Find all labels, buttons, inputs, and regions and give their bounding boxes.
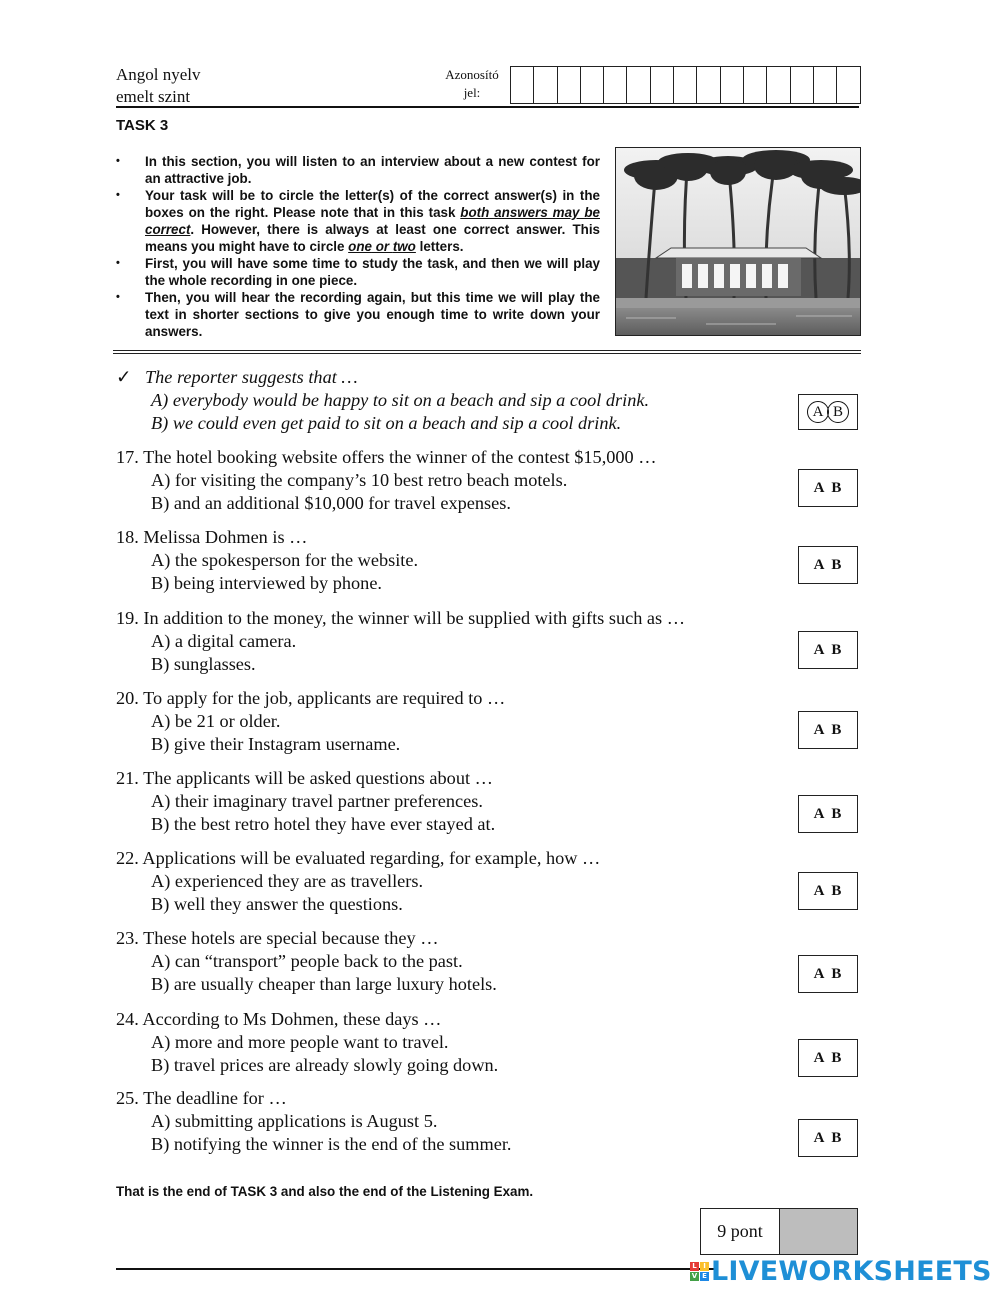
answer-option-a[interactable]: A xyxy=(813,479,826,496)
answer-box-17 xyxy=(798,469,858,507)
id-cell[interactable] xyxy=(767,67,790,103)
question-21 xyxy=(116,767,495,836)
question-18 xyxy=(116,526,418,595)
answer-option-a[interactable]: A xyxy=(813,641,826,658)
question-option-b: B) give their Instagram username. xyxy=(151,734,401,754)
score-label: 9 pont xyxy=(701,1209,780,1254)
question-stem: 19. In addition to the money, the winner will be supplied with gifts such as … xyxy=(116,608,686,628)
id-cell[interactable] xyxy=(721,67,744,103)
question-option-b: B) are usually cheaper than large luxury hotels. xyxy=(151,974,497,994)
id-label-line2: jel: xyxy=(463,85,481,100)
question-option-a: A) be 21 or older. xyxy=(151,711,281,731)
id-label xyxy=(436,66,508,102)
question-stem: 17. The hotel booking website offers the winner of the contest $15,000 … xyxy=(116,447,657,467)
example-option-a: A) everybody would be happy to sit on a beach and sip a cool drink. xyxy=(151,390,650,410)
answer-option-b[interactable]: B xyxy=(831,1129,843,1146)
question-option-b: B) the best retro hotel they have ever stayed at. xyxy=(151,814,496,834)
question-stem: 25. The deadline for … xyxy=(116,1088,287,1108)
instruction-text: . However, there is always at least one correct answer. This means you might have to circle xyxy=(145,222,600,254)
answer-option-b[interactable]: B xyxy=(831,641,843,658)
instruction-item xyxy=(116,153,600,187)
id-cell[interactable] xyxy=(697,67,720,103)
question-option-b: B) well they answer the questions. xyxy=(151,894,403,914)
score-box xyxy=(700,1208,858,1255)
answer-option-b[interactable]: B xyxy=(831,965,843,982)
bullet-icon: • xyxy=(116,257,120,269)
instruction-text: Then, you will hear the recording again, but this time we will play the text in shorter sections to give you enough time to write down your answers. xyxy=(145,290,600,339)
example-question xyxy=(116,366,649,435)
answer-box-18 xyxy=(798,546,858,584)
question-22 xyxy=(116,847,600,916)
answer-option-b[interactable]: B xyxy=(831,1049,843,1066)
answer-option-a[interactable]: A xyxy=(813,1049,826,1066)
question-20 xyxy=(116,687,505,756)
answer-option-a[interactable]: A xyxy=(813,805,826,822)
logo-squares-icon xyxy=(690,1262,709,1281)
id-code-grid[interactable] xyxy=(510,66,861,104)
instruction-item xyxy=(116,187,600,255)
checkmark-icon: ✓ xyxy=(116,367,132,387)
subject-level: emelt szint xyxy=(116,87,191,106)
footer-divider xyxy=(116,1268,716,1270)
instruction-text: letters. xyxy=(415,239,464,254)
id-cell[interactable] xyxy=(837,67,860,103)
question-option-a: A) experienced they are as travellers. xyxy=(151,871,424,891)
end-note: That is the end of TASK 3 and also the end of the Listening Exam. xyxy=(116,1184,534,1199)
logo-square-l: L xyxy=(690,1262,699,1271)
id-cell[interactable] xyxy=(814,67,837,103)
id-label-line1: Azonosító xyxy=(445,67,499,82)
example-option-b: B) we could even get paid to sit on a beach and sip a cool drink. xyxy=(151,413,622,433)
instruction-item xyxy=(116,289,600,340)
question-option-b: B) being interviewed by phone. xyxy=(151,573,382,593)
answer-option-b[interactable]: B xyxy=(831,805,843,822)
answer-option-b[interactable]: B xyxy=(831,882,843,899)
answer-box-25 xyxy=(798,1119,858,1157)
instruction-emphasis: or xyxy=(371,239,393,254)
question-17 xyxy=(116,446,657,515)
header-subject-block xyxy=(116,64,201,108)
question-23 xyxy=(116,927,497,996)
logo-square-e: E xyxy=(700,1272,709,1281)
score-field xyxy=(780,1209,857,1254)
answer-box-24 xyxy=(798,1039,858,1077)
question-option-b: B) travel prices are already slowly going down. xyxy=(151,1055,499,1075)
palm-beach-bar-image xyxy=(616,148,861,336)
answer-option-b[interactable]: B xyxy=(831,721,843,738)
id-cell[interactable] xyxy=(651,67,674,103)
answer-option-a[interactable]: A xyxy=(813,882,826,899)
question-option-b: B) notifying the winner is the end of the summer. xyxy=(151,1134,512,1154)
id-cell[interactable] xyxy=(744,67,767,103)
instruction-item xyxy=(116,255,600,289)
logo-square-v: V xyxy=(691,1272,698,1280)
answer-option-a[interactable]: A xyxy=(813,1129,826,1146)
question-option-a: A) a digital camera. xyxy=(151,631,297,651)
answer-option-b[interactable]: B xyxy=(831,479,843,496)
id-cell[interactable] xyxy=(674,67,697,103)
answer-option-a[interactable]: A xyxy=(813,721,826,738)
answer-box-21 xyxy=(798,795,858,833)
id-cell[interactable] xyxy=(581,67,604,103)
instruction-text: In this section, you will listen to an interview about a new contest for an attractive job. xyxy=(145,154,600,186)
answer-box-19 xyxy=(798,631,858,669)
question-stem: 21. The applicants will be asked questions about … xyxy=(116,768,493,788)
question-stem: 24. According to Ms Dohmen, these days … xyxy=(116,1009,442,1029)
instruction-emphasis: one xyxy=(348,239,372,254)
question-option-a: A) more and more people want to travel. xyxy=(151,1032,449,1052)
instructions-list xyxy=(116,153,600,340)
circled-answer-b: B xyxy=(827,401,849,423)
section-divider xyxy=(113,353,861,354)
id-cell[interactable] xyxy=(791,67,814,103)
id-cell[interactable] xyxy=(534,67,557,103)
instruction-text: Your task will be to circle the letter(s) of the correct answer(s) in the boxes on the right. Please note that in this task xyxy=(145,188,600,220)
question-24 xyxy=(116,1008,498,1077)
hotel-photo xyxy=(615,147,861,336)
question-stem: 23. These hotels are special because they … xyxy=(116,928,439,948)
id-cell[interactable] xyxy=(558,67,581,103)
answer-box-20 xyxy=(798,711,858,749)
bullet-icon: • xyxy=(116,189,120,201)
question-option-a: A) their imaginary travel partner preferences. xyxy=(151,791,483,811)
question-option-a: A) for visiting the company’s 10 best retro beach motels. xyxy=(151,470,568,490)
logo-square-i: I xyxy=(700,1262,709,1271)
question-option-a: A) can “transport” people back to the past. xyxy=(151,951,463,971)
answer-option-a[interactable]: A xyxy=(813,965,826,982)
answer-option-b[interactable]: B xyxy=(831,556,843,573)
question-19 xyxy=(116,607,685,676)
section-divider xyxy=(113,350,861,351)
instruction-text: First, you will have some time to study the task, and then we will play the whole recording in one piece. xyxy=(145,256,600,288)
example-stem: The reporter suggests that … xyxy=(145,367,358,387)
id-cell[interactable] xyxy=(604,67,627,103)
instruction-emphasis: both answers may be correct xyxy=(145,205,600,237)
logo-text: LIVEWORKSHEETS xyxy=(711,1256,992,1287)
question-option-a: A) submitting applications is August 5. xyxy=(151,1111,438,1131)
circled-answer-a: A xyxy=(807,401,829,423)
example-answer-box xyxy=(798,394,858,430)
header-divider xyxy=(116,106,859,108)
bullet-icon: • xyxy=(116,155,120,167)
answer-box-22 xyxy=(798,872,858,910)
question-option-b: B) sunglasses. xyxy=(151,654,256,674)
liveworksheets-logo[interactable] xyxy=(690,1256,992,1287)
id-cell[interactable] xyxy=(627,67,650,103)
bullet-icon: • xyxy=(116,291,120,303)
instruction-emphasis: two xyxy=(392,239,416,254)
id-cell[interactable] xyxy=(511,67,534,103)
question-option-a: A) the spokesperson for the website. xyxy=(151,550,419,570)
answer-option-a[interactable]: A xyxy=(813,556,826,573)
question-stem: 18. Melissa Dohmen is … xyxy=(116,527,308,547)
question-option-b: B) and an additional $10,000 for travel expenses. xyxy=(151,493,511,513)
example-stem-line xyxy=(116,366,649,389)
answer-box-23 xyxy=(798,955,858,993)
question-stem: 22. Applications will be evaluated regarding, for example, how … xyxy=(116,848,601,868)
subject-name: Angol nyelv xyxy=(116,65,201,84)
question-25 xyxy=(116,1087,511,1156)
question-stem: 20. To apply for the job, applicants are required to … xyxy=(116,688,506,708)
task-title: TASK 3 xyxy=(116,117,169,134)
